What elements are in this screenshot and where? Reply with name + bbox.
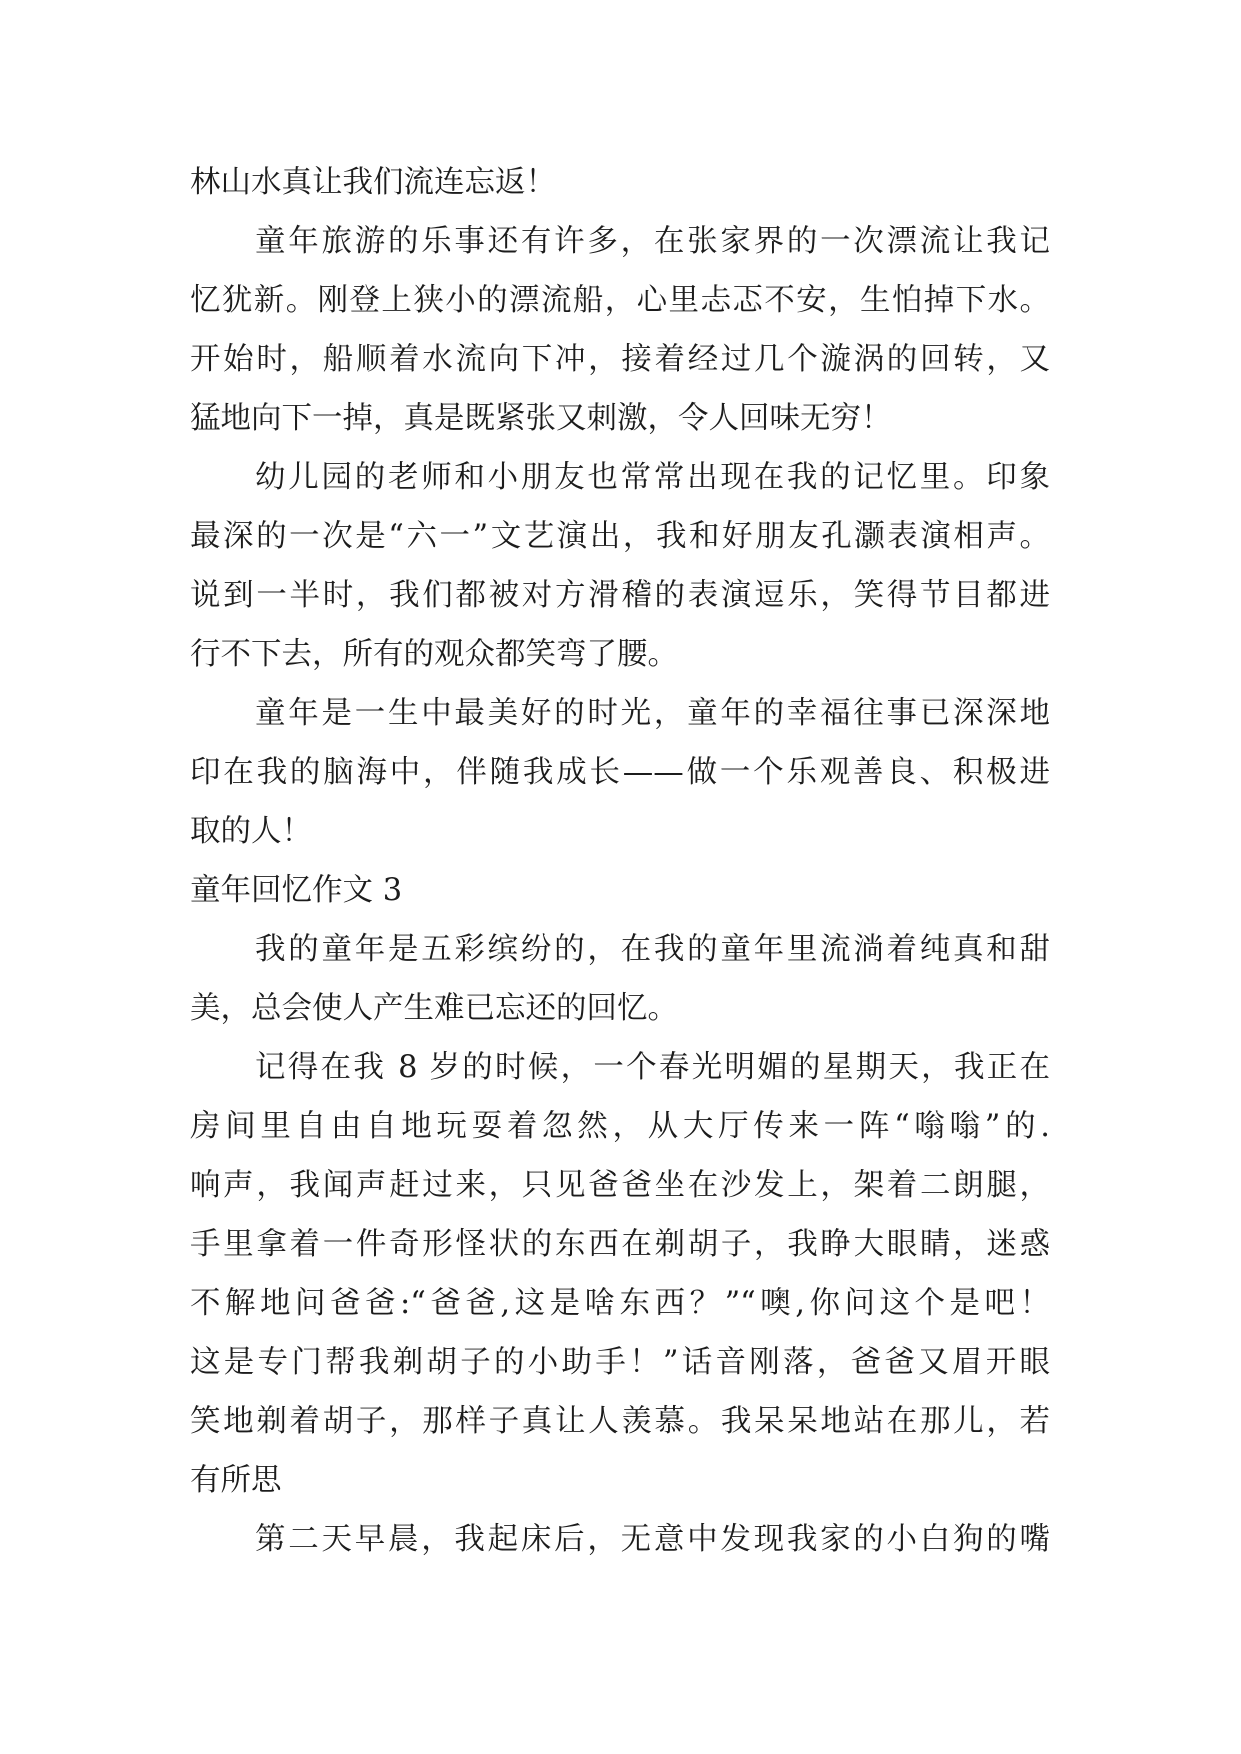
text-line: 手里拿着一件奇形怪状的东西在剃胡子，我睁大眼睛，迷惑 <box>190 1227 1050 1262</box>
text-line: 房间里自由自地玩耍着忽然，从大厅传来一阵“嗡嗡”的. <box>190 1109 1050 1144</box>
text-line: 猛地向下一掉，真是既紧张又刺激，令人回味无穷！ <box>190 401 892 436</box>
text-line: 笑地剃着胡子，那样子真让人羡慕。我呆呆地站在那儿，若 <box>190 1404 1050 1439</box>
text-line: 忆犹新。刚登上狭小的漂流船，心里忐忑不安，生怕掉下水。 <box>190 283 1050 318</box>
paragraph-start-line: 我的童年是五彩缤纷的，在我的童年里流淌着纯真和甜 <box>255 932 1050 967</box>
paragraph-start-line: 童年旅游的乐事还有许多，在张家界的一次漂流让我记 <box>255 224 1050 259</box>
text-line: 说到一半时，我们都被对方滑稽的表演逗乐，笑得节目都进 <box>190 578 1050 613</box>
paragraph-start-line: 记得在我 8 岁的时候，一个春光明媚的星期天，我正在 <box>255 1050 1050 1085</box>
text-line: 不解地问爸爸:“爸爸,这是啥东西？”“噢,你问这个是吧！ <box>190 1286 1050 1321</box>
paragraph-start-line: 童年是一生中最美好的时光，童年的幸福往事已深深地 <box>255 696 1050 731</box>
text-line: 印在我的脑海中，伴随我成长——做一个乐观善良、积极进 <box>190 755 1050 790</box>
paragraph-start-line: 幼儿园的老师和小朋友也常常出现在我的记忆里。印象 <box>255 460 1050 495</box>
text-line: 取的人！ <box>190 814 312 849</box>
text-line: 行不下去，所有的观众都笑弯了腰。 <box>190 637 678 672</box>
text-line: 美，总会使人产生难已忘还的回忆。 <box>190 991 678 1026</box>
section-heading: 童年回忆作文 3 <box>190 873 403 908</box>
paragraph-start-line: 第二天早晨，我起床后，无意中发现我家的小白狗的嘴 <box>255 1522 1050 1557</box>
text-line: 有所思 <box>190 1463 282 1498</box>
text-line: 响声，我闻声赶过来，只见爸爸坐在沙发上，架着二朗腿， <box>190 1168 1050 1203</box>
text-line: 最深的一次是“六一”文艺演出，我和好朋友孔灏表演相声。 <box>190 519 1050 554</box>
text-line: 这是专门帮我剃胡子的小助手！”话音刚落，爸爸又眉开眼 <box>190 1345 1050 1380</box>
text-line: 林山水真让我们流连忘返！ <box>190 165 556 200</box>
text-line: 开始时，船顺着水流向下冲，接着经过几个漩涡的回转，又 <box>190 342 1050 377</box>
